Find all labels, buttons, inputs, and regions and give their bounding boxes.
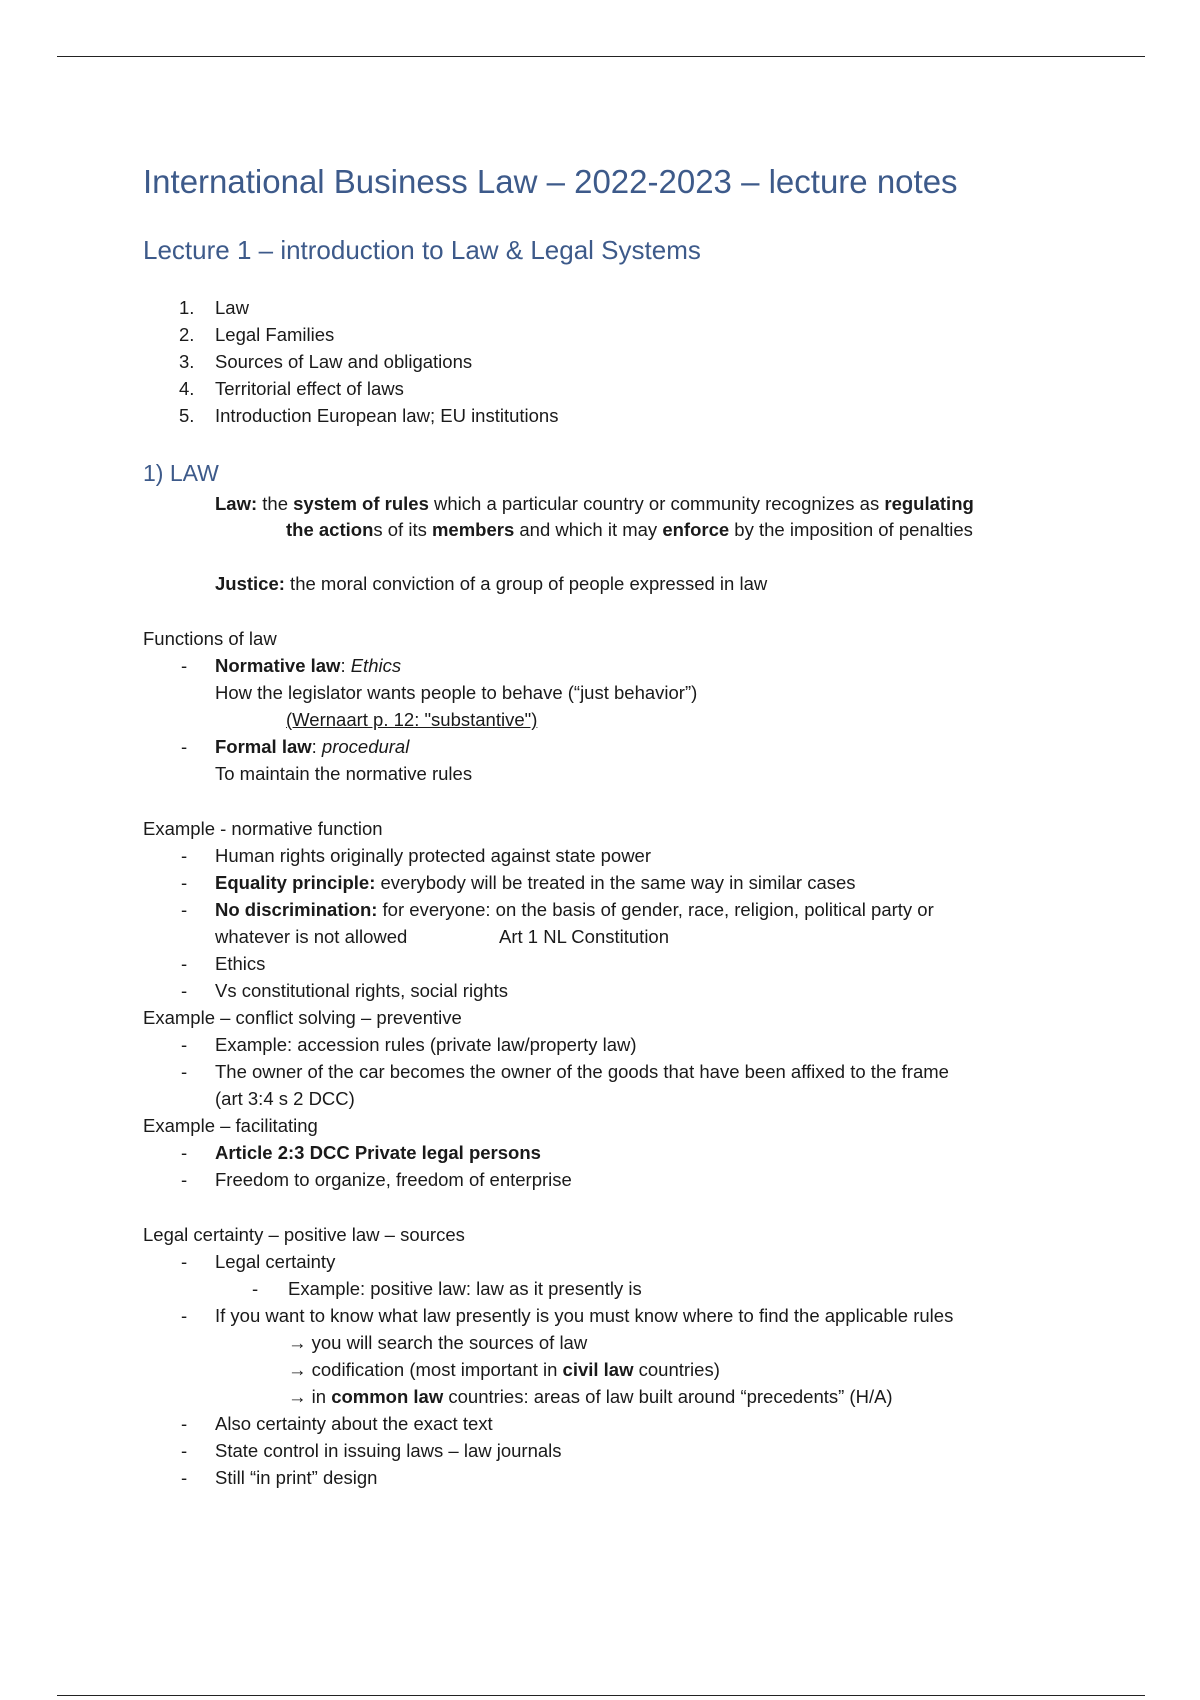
bullet-dash: -: [181, 872, 188, 893]
normative-law-desc: How the legislator wants people to behave (“just behavior”): [215, 682, 698, 703]
term: Formal law: [215, 736, 312, 757]
bullet-dash: -: [181, 1251, 188, 1272]
text: :: [340, 655, 351, 676]
text: the moral conviction of a group of people expressed in law: [284, 573, 768, 594]
bullet-dash: -: [181, 736, 188, 757]
text: the: [257, 493, 294, 514]
arrow-line: [288, 1358, 720, 1382]
bullet-dash: -: [181, 1413, 188, 1434]
term: common law: [331, 1386, 444, 1407]
list-item: Human rights originally protected against state power: [215, 845, 652, 866]
list-item: Vs constitutional rights, social rights: [215, 980, 509, 1001]
list-item-cont: (art 3:4 s 2 DCC): [215, 1088, 355, 1109]
text: countries): [633, 1359, 720, 1380]
bullet-dash: -: [181, 953, 188, 974]
footer-rule: [57, 1695, 1145, 1696]
term: Article 2:3 DCC Private legal persons: [215, 1142, 541, 1163]
arrow-line: → you will search the sources of law: [288, 1332, 588, 1353]
term: enforce: [662, 519, 730, 540]
text: for everyone: on the basis of gender, race, religion, political party or: [377, 899, 934, 920]
list-item-cont: whatever is not allowed: [215, 926, 408, 947]
toc-number: 1.: [179, 297, 195, 318]
bullet-dash: -: [181, 1061, 188, 1082]
list-item: The owner of the car becomes the owner of the goods that have been affixed to the frame: [215, 1061, 949, 1082]
normative-law-item: [215, 654, 401, 678]
bullet-dash: -: [181, 1467, 188, 1488]
example-conflict-label: Example – conflict solving – preventive: [143, 1007, 462, 1028]
list-item: [215, 898, 934, 922]
bullet-dash: -: [181, 899, 188, 920]
formal-law-desc: To maintain the normative rules: [215, 763, 473, 784]
term: system of rules: [293, 493, 429, 514]
text: which a particular country or community recognizes as: [428, 493, 885, 514]
text: Ethics: [350, 655, 402, 676]
reference: (Wernaart p. 12: "substantive"): [286, 709, 538, 730]
list-item: Example: accession rules (private law/property law): [215, 1034, 637, 1055]
section-heading-law: 1) LAW: [143, 460, 219, 486]
term: Equality principle:: [215, 872, 376, 893]
term: members: [431, 519, 515, 540]
normative-law-ref: [286, 708, 537, 732]
law-definition: [215, 492, 974, 516]
text: → in: [288, 1386, 332, 1407]
list-item: Still “in print” design: [215, 1467, 378, 1488]
list-item: [215, 1141, 541, 1165]
list-item: [215, 871, 856, 895]
bullet-dash: -: [181, 655, 188, 676]
bullet-dash: -: [181, 1440, 188, 1461]
toc-item: Law: [215, 297, 249, 318]
term: regulating: [884, 493, 974, 514]
bullet-dash: -: [181, 1305, 188, 1326]
toc-number: 2.: [179, 324, 195, 345]
toc-item: Territorial effect of laws: [215, 378, 404, 399]
toc-item: Legal Families: [215, 324, 335, 345]
toc-item: Introduction European law; EU institutions: [215, 405, 559, 426]
text: procedural: [321, 736, 410, 757]
text: by the imposition of penalties: [729, 519, 973, 540]
toc-number: 5.: [179, 405, 195, 426]
header-rule: [57, 56, 1145, 57]
list-item: State control in issuing laws – law journals: [215, 1440, 562, 1461]
functions-label: Functions of law: [143, 628, 277, 649]
bullet-dash: -: [181, 1142, 188, 1163]
term: Normative law: [215, 655, 341, 676]
example-facilitating-label: Example – facilitating: [143, 1115, 318, 1136]
bullet-dash: -: [181, 1169, 188, 1190]
bullet-dash: -: [181, 1034, 188, 1055]
text: s of its: [373, 519, 432, 540]
term: civil law: [562, 1359, 634, 1380]
term: No discrimination:: [215, 899, 378, 920]
text: countries: areas of law built around “precedents” (H/A): [443, 1386, 893, 1407]
list-item: Freedom to organize, freedom of enterprise: [215, 1169, 572, 1190]
term: Justice:: [215, 573, 285, 594]
text: :: [311, 736, 322, 757]
list-item: Legal certainty: [215, 1251, 336, 1272]
constitution-reference: Art 1 NL Constitution: [499, 926, 670, 947]
text: → codification (most important in: [288, 1359, 563, 1380]
list-item: If you want to know what law presently is you must know where to find the applicable rules: [215, 1305, 954, 1326]
formal-law-item: [215, 735, 409, 759]
bullet-dash: -: [181, 845, 188, 866]
lecture-heading: Lecture 1 – introduction to Law & Legal Systems: [143, 235, 701, 265]
sub-list-item: Example: positive law: law as it presently is: [288, 1278, 642, 1299]
toc-number: 3.: [179, 351, 195, 372]
term: the action: [286, 519, 374, 540]
legal-certainty-label: Legal certainty – positive law – sources: [143, 1224, 465, 1245]
arrow-line: [288, 1385, 893, 1409]
law-definition-cont: [286, 518, 973, 542]
text: everybody will be treated in the same way in similar cases: [375, 872, 856, 893]
term: Law:: [215, 493, 258, 514]
toc-item: Sources of Law and obligations: [215, 351, 473, 372]
document-title: International Business Law – 2022-2023 – lecture notes: [143, 163, 958, 200]
bullet-dash: -: [252, 1278, 259, 1299]
toc-number: 4.: [179, 378, 195, 399]
list-item: Also certainty about the exact text: [215, 1413, 493, 1434]
text: and which it may: [514, 519, 663, 540]
bullet-dash: -: [181, 980, 188, 1001]
example-normative-label: Example - normative function: [143, 818, 383, 839]
list-item: Ethics: [215, 953, 266, 974]
justice-definition: [215, 572, 767, 596]
